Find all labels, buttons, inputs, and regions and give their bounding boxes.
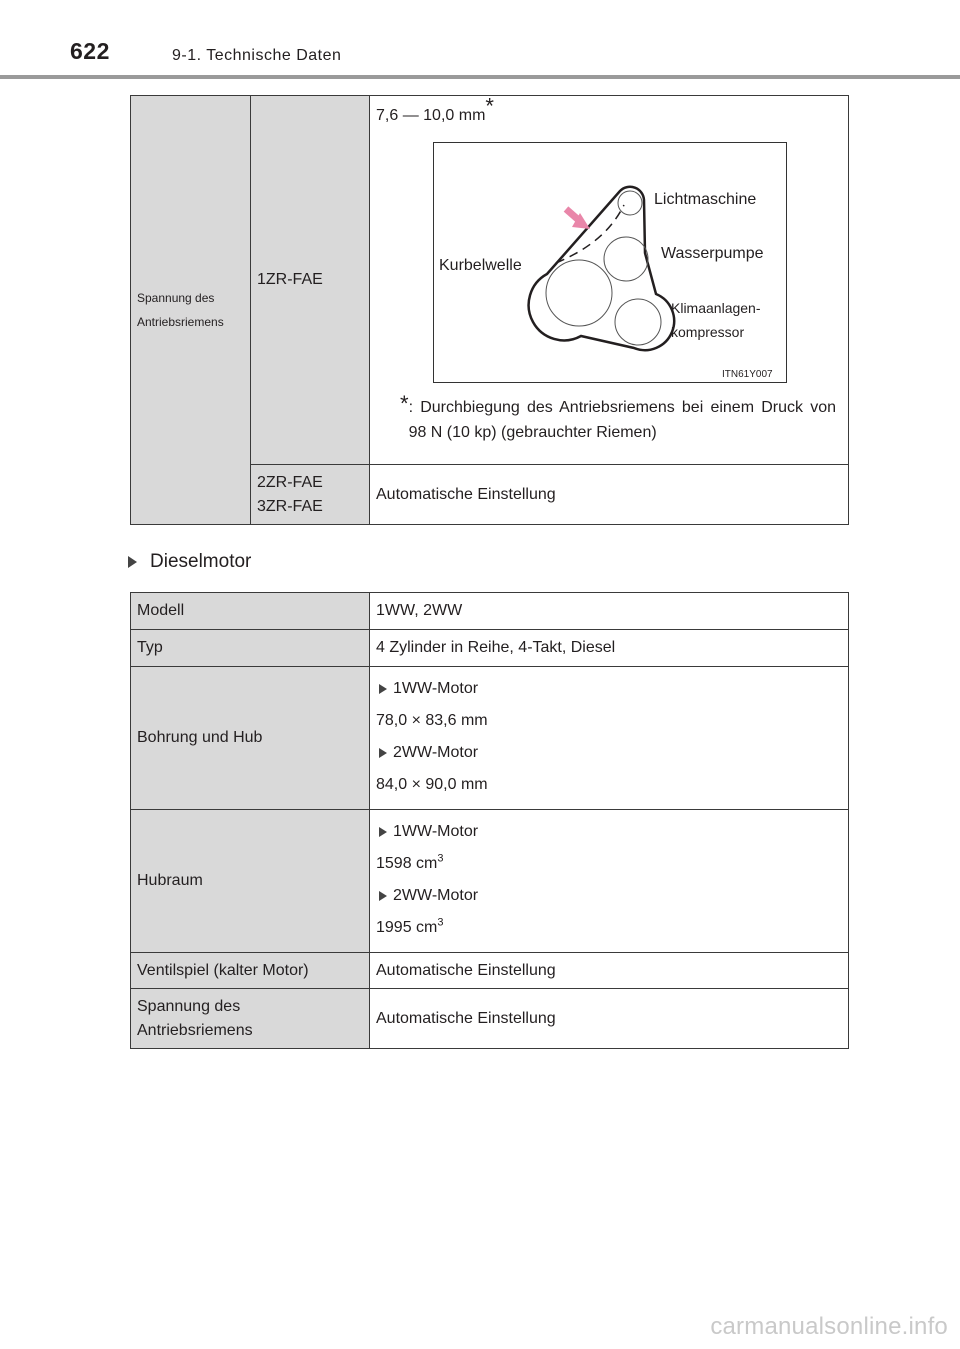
- deflection-max: 10,0 mm: [423, 107, 486, 124]
- variant-title: 1WW-Motor: [393, 823, 479, 840]
- variant-value: [376, 848, 842, 880]
- diagram-code: ITN61Y007: [722, 369, 773, 380]
- label-alternator: Lichtmaschine: [654, 191, 757, 208]
- variant-heading: [376, 737, 842, 769]
- diesel-heading-text: Dieselmotor: [150, 551, 252, 572]
- belt-tension-table: [130, 95, 849, 525]
- section-title: 9-1. Technische Daten: [172, 47, 342, 64]
- spec-label: Ventilspiel (kalter Motor): [131, 953, 370, 989]
- engine-1zr-cell: [251, 96, 370, 465]
- variant-heading: [376, 673, 842, 705]
- spec-label: Hubraum: [131, 810, 370, 953]
- variant-title: 2WW-Motor: [393, 887, 479, 904]
- table-row: [131, 989, 849, 1049]
- spec-value-cell: [370, 810, 849, 953]
- spec-label-line: Antriebsriemens: [137, 1021, 253, 1039]
- diesel-spec-table: [130, 592, 849, 1049]
- spec-value-cell: [370, 667, 849, 810]
- engine-3zr: 3ZR-FAE: [257, 497, 323, 515]
- page-number: 622: [70, 38, 110, 64]
- deflection-dash: —: [402, 107, 419, 124]
- variant-value: 78,0 × 83,6 mm: [376, 712, 488, 729]
- belt-tension-label: Spannung des Antriebsriemens: [137, 291, 224, 329]
- table-row: [131, 810, 849, 953]
- variant-heading: [376, 816, 842, 848]
- triangle-bullet-icon: [128, 556, 137, 568]
- auto-adjust-cell: [370, 465, 849, 525]
- engine-2zr-3zr-cell: [251, 465, 370, 525]
- deflection-arrow: [566, 209, 590, 229]
- label-water-pump: Wasserpumpe: [661, 245, 764, 262]
- belt-diagram-svg: [434, 143, 786, 382]
- alternator-pulley: [618, 191, 642, 215]
- auto-adjust-value: Automatische Einstellung: [376, 485, 556, 503]
- table-row: [131, 593, 849, 630]
- triangle-bullet-icon: [379, 827, 387, 837]
- table-row: [131, 630, 849, 667]
- variant-value: 84,0 × 90,0 mm: [376, 776, 488, 793]
- displacement-value: 1598 cm: [376, 855, 438, 872]
- footnote-text: : Durchbiegung des Antriebsriemens bei einem Druck von 98 N (10 kp) (gebrauchter Riemen): [408, 399, 836, 441]
- ac-compressor-pulley: [615, 299, 661, 345]
- engine-2zr: 2ZR-FAE: [257, 473, 323, 491]
- footnote-mark: *: [400, 391, 409, 416]
- footnote: [400, 391, 836, 445]
- header-rule: [0, 75, 960, 79]
- deflection-min: 7,6: [376, 107, 399, 124]
- diesel-heading: [128, 551, 251, 573]
- belt-deflection-cell: [370, 93, 849, 465]
- variant-title: 1WW-Motor: [393, 680, 479, 697]
- triangle-bullet-icon: [379, 748, 387, 758]
- variant-value: [376, 912, 842, 944]
- crankshaft-pulley: [546, 260, 612, 326]
- spec-label-cell: [131, 989, 370, 1049]
- belt-tension-label-cell: [131, 96, 251, 525]
- spec-value: 4 Zylinder in Reihe, 4-Takt, Diesel: [370, 630, 849, 667]
- spec-label: Modell: [131, 593, 370, 630]
- table-row: [131, 96, 849, 465]
- water-pump-pulley: [604, 237, 648, 281]
- table-row: [131, 667, 849, 810]
- variant-title: 2WW-Motor: [393, 744, 479, 761]
- label-crankshaft: Kurbelwelle: [439, 257, 522, 274]
- spec-label-line: Spannung des: [137, 997, 241, 1015]
- deflection-footnote-mark: *: [485, 93, 494, 119]
- watermark: carmanualsonline.info: [710, 1313, 948, 1340]
- spec-value: Automatische Einstellung: [370, 989, 849, 1049]
- belt-diagram: [433, 142, 787, 383]
- label-ac-line1: Klimaanlagen-: [671, 300, 761, 316]
- spec-value: 1WW, 2WW: [370, 593, 849, 630]
- unit-exponent: 3: [437, 916, 444, 929]
- displacement-value: 1995 cm: [376, 919, 438, 936]
- triangle-bullet-icon: [379, 891, 387, 901]
- spec-label: Bohrung und Hub: [131, 667, 370, 810]
- spec-value: Automatische Einstellung: [370, 953, 849, 989]
- triangle-bullet-icon: [379, 684, 387, 694]
- engine-1zr: 1ZR-FAE: [257, 271, 323, 288]
- variant-heading: [376, 880, 842, 912]
- spec-label: Typ: [131, 630, 370, 667]
- belt-deflection-value: [376, 93, 842, 128]
- table-row: [131, 953, 849, 989]
- label-ac-line2: kompressor: [671, 324, 745, 340]
- unit-exponent: 3: [437, 852, 444, 865]
